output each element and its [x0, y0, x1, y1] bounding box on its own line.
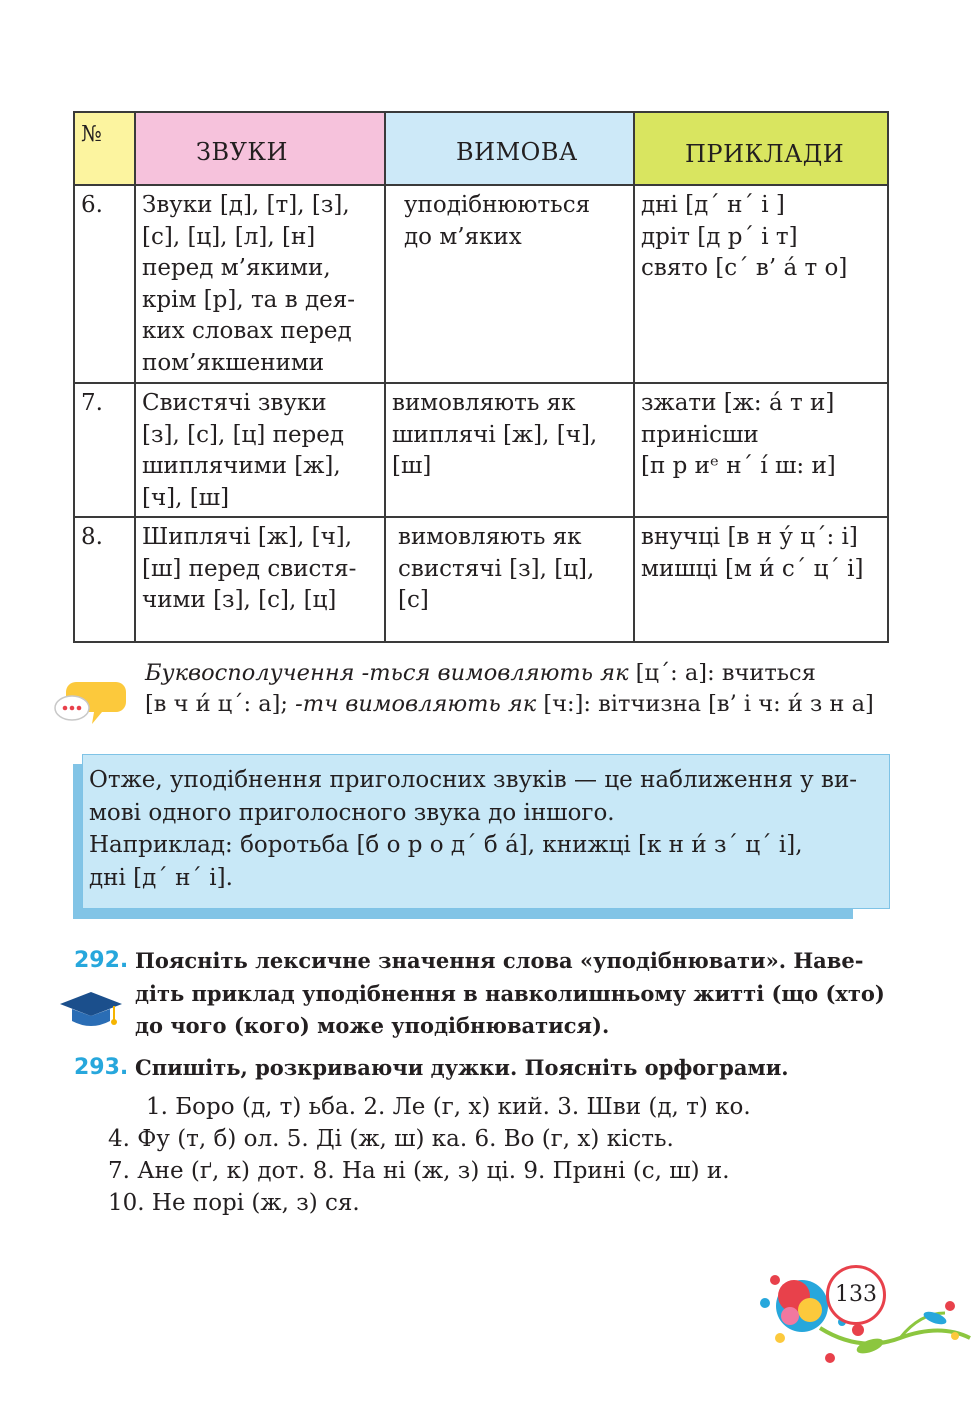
chat-bubbles-icon — [54, 678, 126, 728]
phonetics-table — [73, 111, 889, 643]
task-line: 7. Ане (ґ, к) дот. 8. На ні (ж, з) ці. 9. Прині (с, ш) и. — [108, 1158, 730, 1184]
row-pronunciation: уподібнюються до м’яких — [386, 186, 635, 382]
row-sounds: Свистячі звуки [з], [с], [ц] перед шиплячими [ж], [ч], [ш] — [136, 384, 386, 516]
row-examples: зжати [ж: а́ т и] принісши [п р иᵉ н΄ і́ ш: и] — [641, 390, 836, 479]
exercise-number: 292. — [74, 948, 129, 973]
table-row — [75, 384, 887, 518]
exercise-293-number — [74, 1052, 128, 1085]
table-row — [75, 518, 887, 641]
note-part: Буквосполучення -ться вимовляють як — [145, 660, 629, 686]
row-pronunciation: вимовляють як свистячі [з], [ц], [с] — [386, 518, 635, 641]
row-sounds: Звуки [д], [т], [з], [с], [ц], [л], [н] перед м’якими, крім [р], та в дея- ких словах перед пом’якшеними — [136, 186, 386, 382]
note-part: [ч:]: вітчизна [в’ і ч: и́ з н а] — [536, 691, 874, 717]
note-part: [ц΄: а]: вчиться — [628, 660, 816, 686]
row-num: 6. — [75, 186, 136, 382]
table-row — [75, 186, 887, 384]
rule-text: Отже, уподібнення приголосних звуків — це наближення у ви- мові одного приголосного звука до іншого. Наприклад: боротьба [б о р о д΄ б а́], книжці [к н и́ з΄ ц΄ і], дні [д΄ н΄ і]. — [89, 767, 858, 891]
task-line: 4. Фу (т, б) ол. 5. Ді (ж, ш) ка. 6. Во (г, х) кість. — [108, 1126, 674, 1152]
task-line: 1. Боро (д, т) ьба. 2. Ле (г, х) кий. 3. Шви (д, т) ко. — [146, 1094, 751, 1120]
row-pronunciation: вимовляють як шиплячі [ж], [ч], [ш] — [386, 384, 635, 516]
row-sounds: Шиплячі [ж], [ч], [ш] перед свистя- чими [з], [с], [ц] — [136, 518, 386, 641]
row-num: 8. — [75, 518, 136, 641]
header-num: № — [75, 113, 136, 184]
exercise-292-text: Поясніть лексичне значення слова «уподібнювати». Наве- діть приклад уподібнення в навколишньому житті (що (хто) до чого (кого) може уподібнюватися). — [135, 948, 885, 1038]
task-line: 10. Не порі (ж, з) ся. — [108, 1190, 360, 1216]
row-examples: дні [д΄ н΄ і ] дріт [д р΄ і т] свято [с΄ в’ а́ т о] — [641, 192, 848, 281]
header-pronunciation: ВИМОВА — [386, 113, 635, 184]
page-number: 133 — [826, 1265, 886, 1325]
exercise-number: 293. — [74, 1055, 129, 1080]
pronunciation-note — [145, 658, 895, 720]
header-examples: ПРИКЛАДИ — [635, 113, 887, 184]
exercise-292-number — [74, 945, 128, 978]
note-part: [в ч и́ ц΄: а]; — [145, 691, 296, 717]
note-part: -тч вимовляють як — [295, 691, 537, 717]
exercise-293-text: Спишіть, розкриваючи дужки. Поясніть орфограми. — [135, 1055, 789, 1080]
header-sounds: ЗВУКИ — [136, 113, 386, 184]
graduation-cap-icon — [58, 988, 124, 1032]
row-examples: внучці [в н у́ ц΄: і] мишці [м и́ с΄ ц΄ і] — [641, 524, 864, 582]
table-header-row — [75, 113, 887, 186]
row-num: 7. — [75, 384, 136, 516]
